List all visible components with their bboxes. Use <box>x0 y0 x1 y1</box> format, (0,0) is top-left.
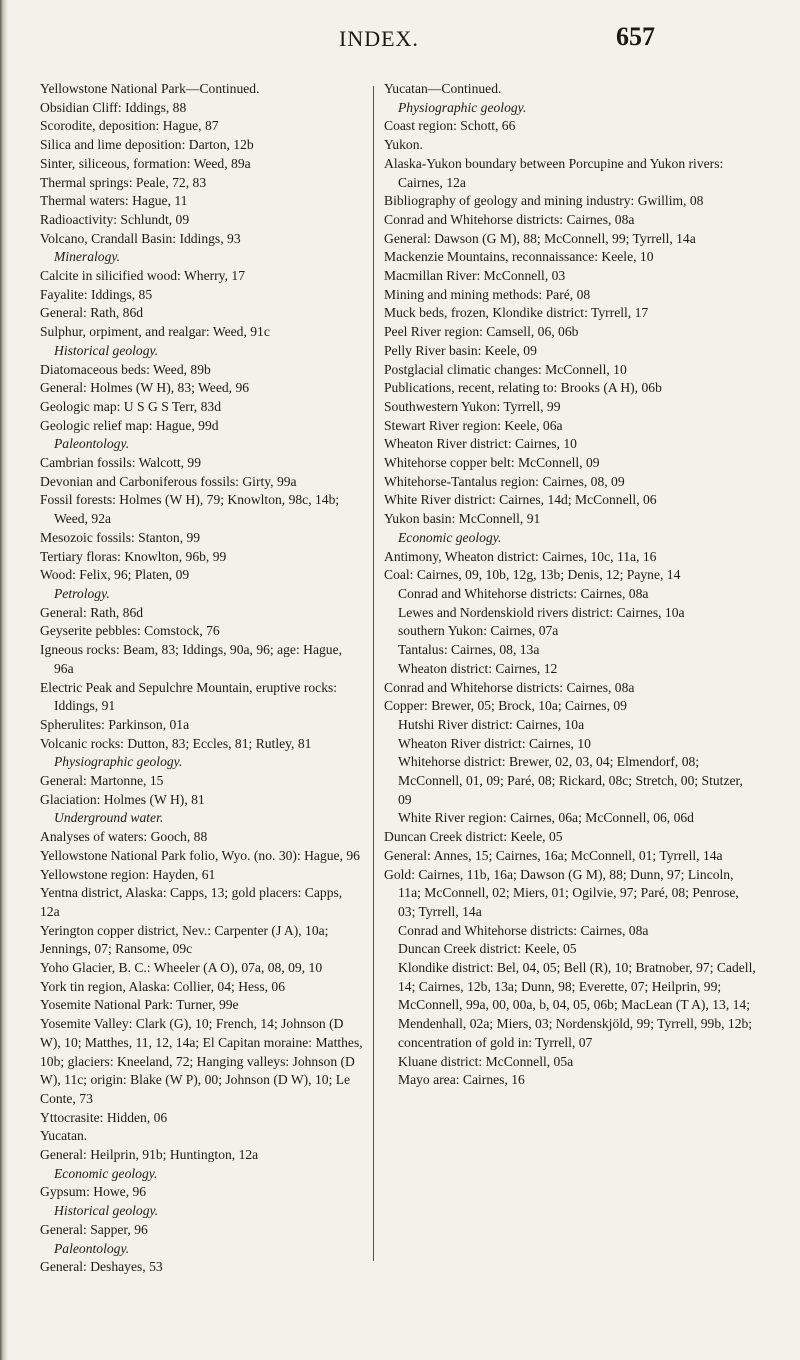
left-index-entry: General: Sapper, 96 <box>40 1221 148 1237</box>
left-index-entry: Analyses of waters: Gooch, 88 <box>40 829 208 845</box>
right-index-entry: Copper: Brewer, 05; Brock, 10a; Cairnes, 09 <box>384 698 627 714</box>
right-index-entry: Bibliography of geology and mining industry: Gwillim, 08 <box>384 193 704 209</box>
right-sub-entry: Klondike district: Bel, 04, 05; Bell (R), 10; Bratnober, 97; Cadell, 14; Cairnes, 12b, 13a; Dunn, 98; Everette, 07; Heilprin, 99; McConnell, 99a, 00, 00a, b, 04, 05, 06b; MacLean (T A), 13, 14; Mendenhall, 02a; Miers, 03; Nordenskjöld, 99; Tyrrell, 99b, 12b; concentration of gold in: Tyrrell, 07 <box>398 960 756 1050</box>
right-sub-entry: Duncan Creek district: Keele, 05 <box>398 941 577 957</box>
right-heading-entry: Yukon. <box>384 137 423 153</box>
left-index-entry: Cambrian fossils: Walcott, 99 <box>40 455 202 471</box>
left-heading-entry: Yellowstone National Park folio, Wyo. (no. 30): Hague, 96 <box>40 847 360 863</box>
right-index-entry: Whitehorse copper belt: McConnell, 09 <box>384 455 600 471</box>
left-index-entry: Radioactivity: Schlundt, 09 <box>40 211 190 227</box>
left-index-entry: General: Rath, 86d <box>40 305 144 321</box>
right-sub-entry: southern Yukon: Cairnes, 07a <box>398 623 559 639</box>
left-index-entry: Calcite in silicified wood: Wherry, 17 <box>40 268 245 284</box>
left-index-entry: Tertiary floras: Knowlton, 96b, 99 <box>40 548 227 564</box>
right-index-entry: Mining and mining methods: Paré, 08 <box>384 286 591 302</box>
left-section-heading: Paleontology. <box>54 436 130 452</box>
right-index-entry: Conrad and Whitehorse districts: Cairnes, 08a <box>384 211 635 227</box>
left-heading-entry: Yosemite National Park: Turner, 99e <box>40 997 239 1013</box>
left-index-entry: Fayalite: Iddings, 85 <box>40 286 153 302</box>
right-sub-entry: Wheaton River district: Cairnes, 10 <box>398 735 591 751</box>
right-index-entry: General: Dawson (G M), 88; McConnell, 99; Tyrrell, 14a <box>384 230 696 246</box>
right-index-entry: Southwestern Yukon: Tyrrell, 99 <box>384 398 561 414</box>
page-header <box>0 22 800 56</box>
left-heading-entry: Yucatan. <box>40 1128 88 1144</box>
left-index-entry: General: Deshayes, 53 <box>40 1259 163 1275</box>
left-index-entry: Volcano, Crandall Basin: Iddings, 93 <box>40 230 241 246</box>
right-index-entry: Gold: Cairnes, 11b, 16a; Dawson (G M), 88; Dunn, 97; Lincoln, 11a; McConnell, 02; Miers, 01; Ogilvie, 97; Paré, 08; Penrose, 03; Tyrrell, 14a <box>384 866 739 919</box>
left-index-entry: Spherulites: Parkinson, 01a <box>40 716 190 732</box>
left-index-entry: Thermal waters: Hague, 11 <box>40 193 188 209</box>
page-edge-shadow <box>0 0 8 1360</box>
right-index-entry: Peel River region: Camsell, 06, 06b <box>384 324 579 340</box>
right-sub-entry: White River region: Cairnes, 06a; McConnell, 06, 06d <box>398 810 694 826</box>
left-heading-entry: Yttocrasite: Hidden, 06 <box>40 1109 168 1125</box>
left-section-heading: Physiographic geology. <box>54 754 183 770</box>
right-index-entry: Conrad and Whitehorse districts: Cairnes, 08a <box>384 679 635 695</box>
left-heading-entry: Yellowstone region: Hayden, 61 <box>40 866 216 882</box>
column-divider <box>373 86 374 1261</box>
left-index-entry: Geologic map: U S G S Terr, 83d <box>40 398 221 414</box>
left-section-heading: Underground water. <box>54 810 164 826</box>
left-index-entry: Scorodite, deposition: Hague, 87 <box>40 118 219 134</box>
right-index-entry: Duncan Creek district: Keele, 05 <box>384 829 563 845</box>
right-index-entry: General: Annes, 15; Cairnes, 16a; McConnell, 01; Tyrrell, 14a <box>384 847 723 863</box>
left-index-entry: General: Martonne, 15 <box>40 773 164 789</box>
left-index-entry: Mesozoic fossils: Stanton, 99 <box>40 529 201 545</box>
left-index-entry: Igneous rocks: Beam, 83; Iddings, 90a, 96; age: Hague, 96a <box>40 642 343 676</box>
left-index-entry: Devonian and Carboniferous fossils: Girty, 99a <box>40 473 297 489</box>
left-index-entry: Sulphur, orpiment, and realgar: Weed, 91c <box>40 324 270 340</box>
right-index-entry: Macmillan River: McConnell, 03 <box>384 268 566 284</box>
left-heading-entry: Yerington copper district, Nev.: Carpenter (J A), 10a; Jennings, 07; Ransome, 09c <box>40 922 329 957</box>
left-index-entry: Silica and lime deposition: Darton, 12b <box>40 137 254 153</box>
left-index-entry: Sinter, siliceous, formation: Weed, 89a <box>40 155 251 171</box>
right-sub-entry: Wheaton district: Cairnes, 12 <box>398 660 558 676</box>
left-index-entry: Obsidian Cliff: Iddings, 88 <box>40 99 187 115</box>
page-number: 657 <box>616 22 655 51</box>
left-index-entry: Gypsum: Howe, 96 <box>40 1184 147 1200</box>
left-heading-entry: York tin region, Alaska: Collier, 04; Hess, 06 <box>40 978 286 994</box>
right-section-heading: Economic geology. <box>398 529 502 545</box>
left-index-entry: Electric Peak and Sepulchre Mountain, eruptive rocks: Iddings, 91 <box>40 679 338 714</box>
left-index-entry: General: Holmes (W H), 83; Weed, 96 <box>40 380 250 396</box>
left-index-entry: Wood: Felix, 96; Platen, 09 <box>40 567 190 583</box>
right-index-entry: Alaska-Yukon boundary between Porcupine and Yukon rivers: Cairnes, 12a <box>384 155 724 190</box>
right-heading-entry: Yucatan—Continued. <box>384 81 502 96</box>
right-sub-entry: Lewes and Nordenskiold rivers district: Cairnes, 10a <box>398 604 685 620</box>
right-sub-entry: Mayo area: Cairnes, 16 <box>398 1072 525 1088</box>
right-index-entry: Antimony, Wheaton district: Cairnes, 10c, 11a, 16 <box>384 548 657 564</box>
right-index-entry: Wheaton River district: Cairnes, 10 <box>384 436 577 452</box>
left-section-heading: Economic geology. <box>54 1165 158 1181</box>
left-index-entry: Glaciation: Holmes (W H), 81 <box>40 791 205 807</box>
left-index-entry: Fossil forests: Holmes (W H), 79; Knowlton, 98c, 14b; Weed, 92a <box>40 492 340 527</box>
right-index-entry: Postglacial climatic changes: McConnell, 10 <box>384 361 627 377</box>
left-index-entry: Diatomaceous beds: Weed, 89b <box>40 361 211 377</box>
right-sub-entry: Hutshi River district: Cairnes, 10a <box>398 716 585 732</box>
right-index-entry: Stewart River region: Keele, 06a <box>384 417 563 433</box>
left-index-entry: Volcanic rocks: Dutton, 83; Eccles, 81; Rutley, 81 <box>40 735 312 751</box>
left-index-entry: Thermal springs: Peale, 72, 83 <box>40 174 207 190</box>
running-head: INDEX. <box>339 26 419 51</box>
left-index-entry: Geologic relief map: Hague, 99d <box>40 417 219 433</box>
left-heading-entry: Yoho Glacier, B. C.: Wheeler (A O), 07a, 08, 09, 10 <box>40 960 323 976</box>
right-index-entry: Pelly River basin: Keele, 09 <box>384 342 537 358</box>
right-index-entry: White River district: Cairnes, 14d; McConnell, 06 <box>384 492 657 508</box>
left-column <box>40 80 364 1277</box>
right-section-heading: Physiographic geology. <box>398 99 527 115</box>
right-index-entry: Whitehorse-Tantalus region: Cairnes, 08, 09 <box>384 473 625 489</box>
left-index-entry: General: Heilprin, 91b; Huntington, 12a <box>40 1147 259 1163</box>
left-index-entry: General: Rath, 86d <box>40 604 144 620</box>
left-section-heading: Mineralogy. <box>54 249 121 265</box>
right-index-entry: Coast region: Schott, 66 <box>384 118 516 134</box>
left-section-heading: Petrology. <box>54 585 110 601</box>
right-sub-entry: Kluane district: McConnell, 05a <box>398 1053 574 1069</box>
right-index-entry: Yukon basin: McConnell, 91 <box>384 511 541 527</box>
left-heading-entry: Yosemite Valley: Clark (G), 10; French, 14; Johnson (D W), 10; Matthes, 11, 12, 14a; El Capitan moraine: Matthes, 10b; glaciers: Kneeland, 72; Hanging valleys: Johnson (D W), 11c; origin: Blake (W P), 00; Johnson (D W), 10; Le Conte, 73 <box>40 1016 363 1106</box>
right-index-entry: Muck beds, frozen, Klondike district: Tyrrell, 17 <box>384 305 649 321</box>
left-index-entry: Geyserite pebbles: Comstock, 76 <box>40 623 220 639</box>
left-section-heading: Historical geology. <box>54 1203 159 1219</box>
left-section-heading: Historical geology. <box>54 342 159 358</box>
right-index-entry: Publications, recent, relating to: Brooks (A H), 06b <box>384 380 662 396</box>
right-sub-entry: Tantalus: Cairnes, 08, 13a <box>398 642 540 658</box>
left-heading-entry: Yellowstone National Park—Continued. <box>40 81 260 96</box>
right-sub-entry: Conrad and Whitehorse districts: Cairnes, 08a <box>398 922 649 938</box>
right-index-entry: Mackenzie Mountains, reconnaissance: Keele, 10 <box>384 249 654 265</box>
left-section-heading: Paleontology. <box>54 1240 130 1256</box>
left-heading-entry: Yentna district, Alaska: Capps, 13; gold placers: Capps, 12a <box>40 885 343 919</box>
right-index-entry: Coal: Cairnes, 09, 10b, 12g, 13b; Denis, 12; Payne, 14 <box>384 567 681 583</box>
right-sub-entry: Conrad and Whitehorse districts: Cairnes, 08a <box>398 585 649 601</box>
right-column <box>384 80 756 1090</box>
right-sub-entry: Whitehorse district: Brewer, 02, 03, 04; Elmendorf, 08; McConnell, 01, 09; Paré, 08; Rickard, 08c; Stretch, 00; Stutzer, 09 <box>398 754 743 807</box>
